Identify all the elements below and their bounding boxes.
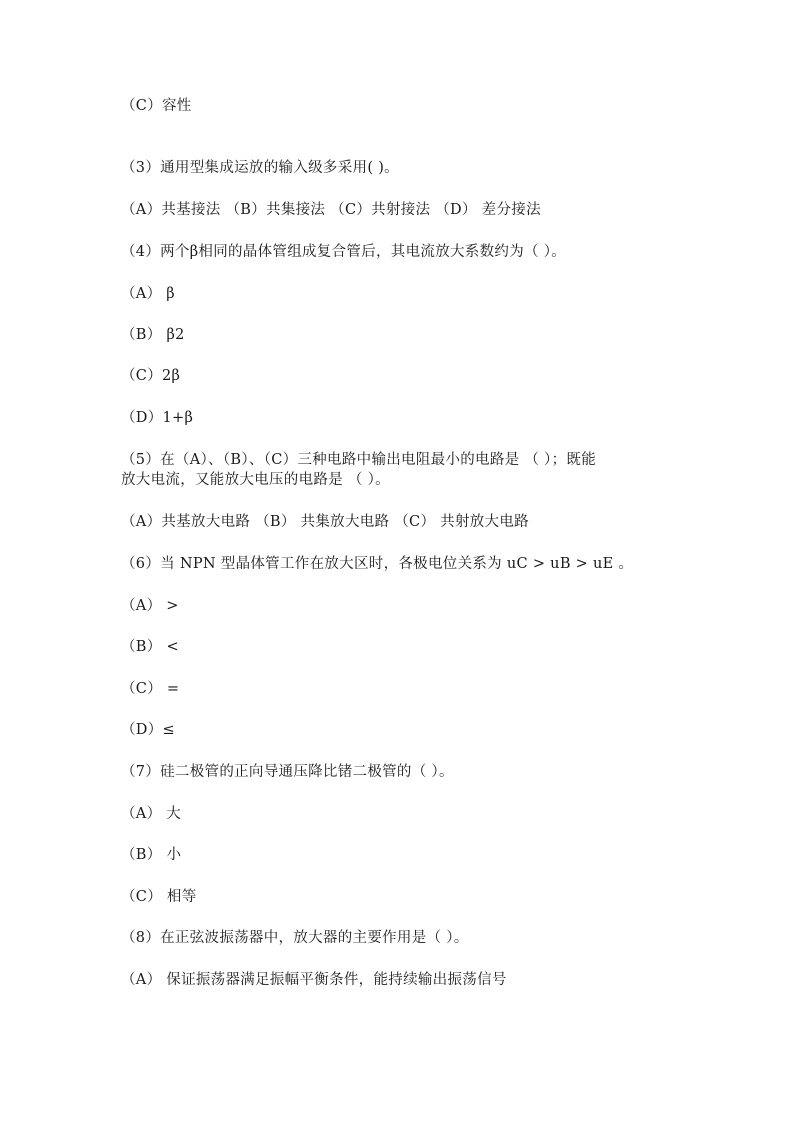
- question-5-line-1: （5）在（A）、（B）、（C）三种电路中输出电阻最小的电路是 （ ）；既能: [121, 452, 597, 468]
- question-6: （6）当 NPN 型晶体管工作在放大区时，各极电位关系为 uC > uB > uE 。: [121, 556, 634, 572]
- question-4: （4）两个β相同的晶体管组成复合管后，其电流放大系数约为（ ）。: [121, 244, 567, 260]
- text-line: （C）容性: [121, 98, 192, 114]
- option-b: （B） <: [121, 639, 179, 655]
- option-b: （B） β2: [121, 327, 185, 343]
- option-d: （D）1+β: [121, 410, 194, 426]
- question-5-line-2: 放大电流，又能放大电压的电路是 （ ）。: [121, 472, 390, 488]
- question-5-options: （A）共基放大电路 （B） 共集放大电路 （C） 共射放大电路: [121, 514, 529, 530]
- option-a: （A） 保证振荡器满足振幅平衡条件，能持续输出振荡信号: [121, 972, 507, 988]
- question-3-options: （A）共基接法 （B）共集接法 （C）共射接法 （D） 差分接法: [121, 202, 541, 218]
- option-c: （C）2β: [121, 368, 181, 384]
- option-a: （A） β: [121, 286, 175, 302]
- option-a: （A） 大: [121, 806, 182, 822]
- option-c: （C） =: [121, 681, 180, 697]
- question-8: （8）在正弦波振荡器中，放大器的主要作用是（ ）。: [121, 930, 469, 946]
- question-3: （3）通用型集成运放的输入级多采用( )。: [121, 160, 399, 176]
- option-d: （D）≤: [121, 722, 175, 738]
- question-7: （7）硅二极管的正向导通压降比锗二极管的（ ）。: [121, 764, 454, 780]
- option-b: （B） 小: [121, 847, 182, 863]
- option-c: （C） 相等: [121, 889, 197, 905]
- option-a: （A） >: [121, 598, 179, 614]
